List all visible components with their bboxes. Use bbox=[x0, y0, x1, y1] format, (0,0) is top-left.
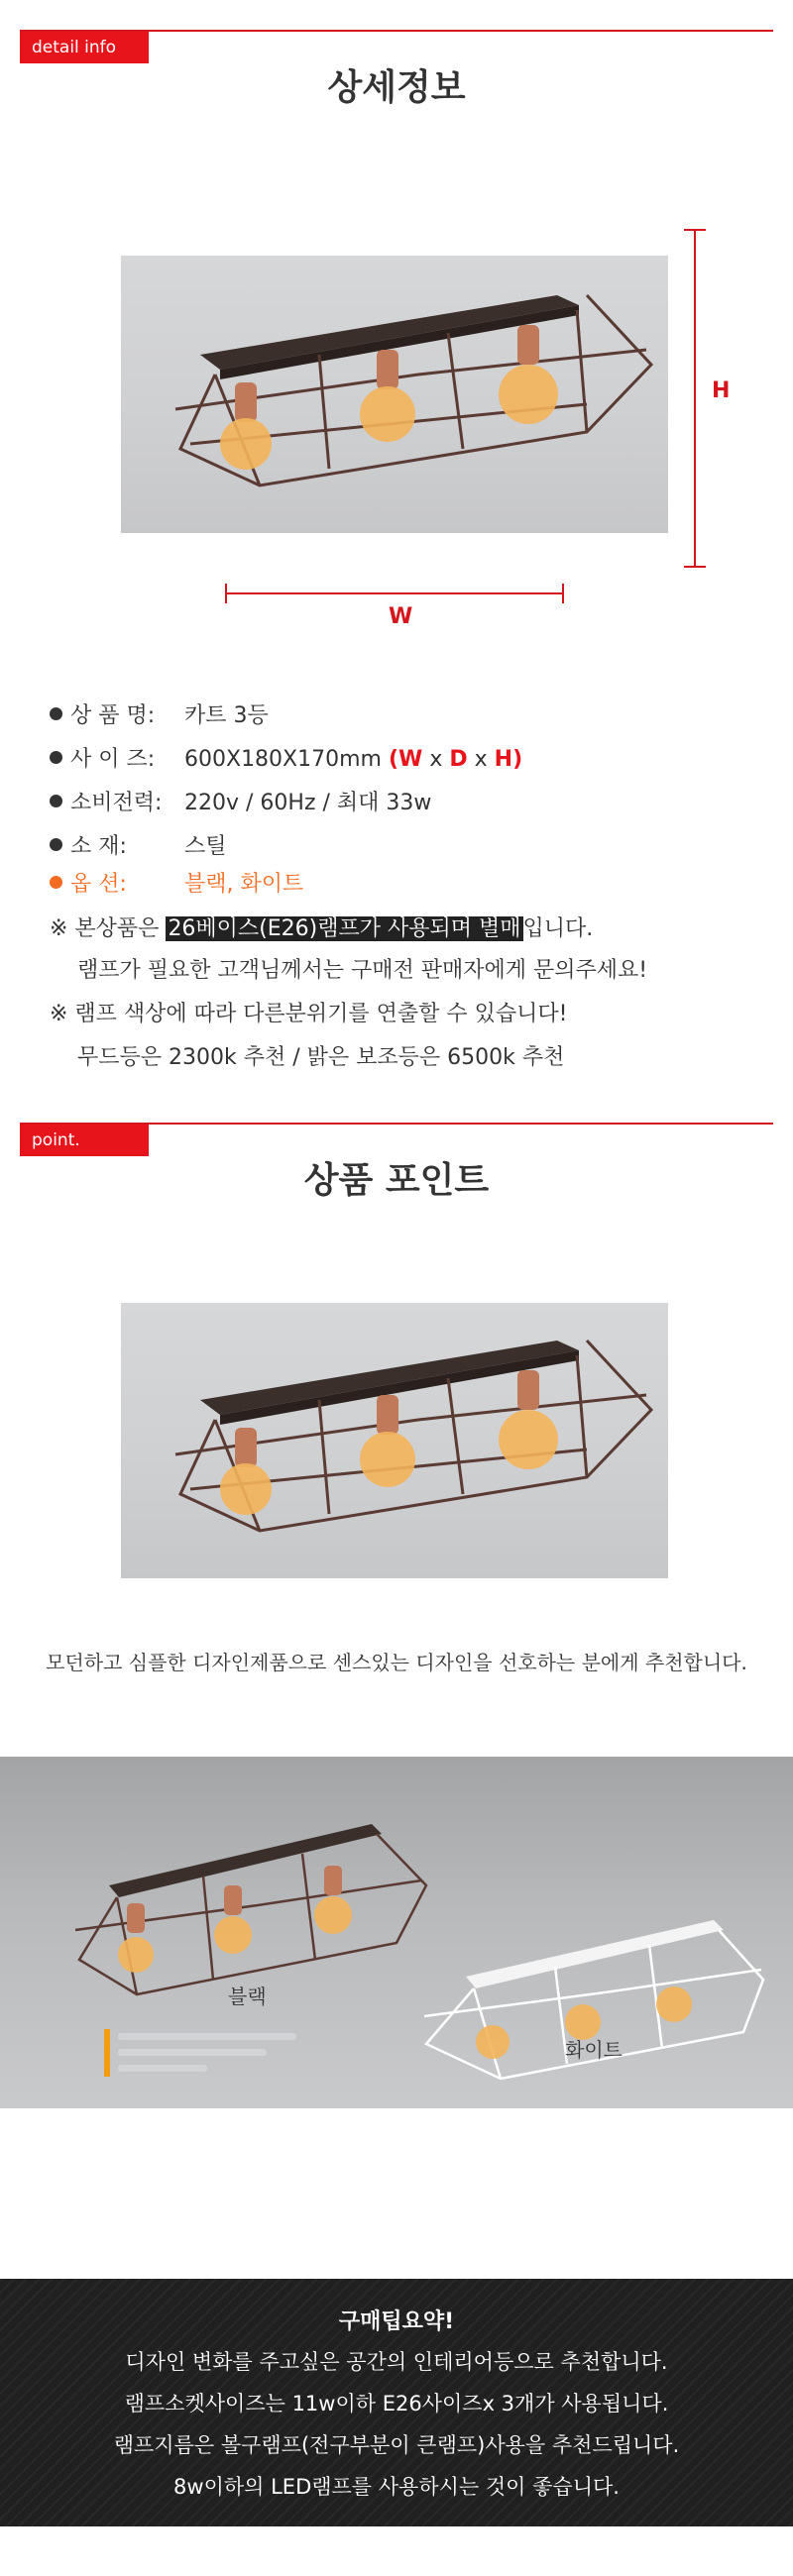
width-cap-left bbox=[225, 584, 227, 603]
spec-option: 옵 션: 블랙, 화이트 bbox=[50, 874, 303, 896]
tips-line: 8w이하의 LED램프를 사용하시는 것이 좋습니다. bbox=[173, 2475, 620, 2499]
bullet-icon bbox=[50, 795, 62, 807]
width-cap-right bbox=[562, 584, 564, 603]
white-option-label: 화이트 bbox=[565, 2038, 623, 2062]
point-title: 상품 포인트 bbox=[303, 1160, 490, 1201]
purchase-tips bbox=[0, 2279, 793, 2526]
bullet-icon bbox=[50, 707, 62, 720]
black-option-label: 블랙 bbox=[228, 1985, 267, 2008]
note-lamp-color: ※ 램프 색상에 따라 다른분위기를 연출할 수 있습니다! bbox=[50, 1002, 568, 1026]
note-lamp-sold-separately: ※ 본상품은 26베이스(E26)램프가 사용되며 별매입니다. bbox=[50, 916, 594, 941]
height-cap-bottom bbox=[684, 566, 706, 568]
product-photo-point bbox=[121, 1303, 668, 1578]
color-options-photo bbox=[0, 1757, 793, 2108]
point-tag: point. bbox=[20, 1125, 149, 1156]
height-cap-top bbox=[684, 229, 706, 231]
point-caption: 모던하고 심플한 디자인제품으로 센스있는 디자인을 선호하는 분에게 추천합니다. bbox=[46, 1651, 747, 1674]
lamp-illustration bbox=[121, 1303, 668, 1578]
product-photo-dimension bbox=[121, 256, 668, 533]
spec-product-name: 상 품 명: 카트 3등 bbox=[50, 705, 269, 727]
height-dimension-line bbox=[694, 230, 696, 567]
detail-info-tag: detail info bbox=[20, 32, 149, 63]
width-label: W bbox=[389, 604, 413, 629]
highlight-text: 26베이스(E26)램프가 사용되며 별매 bbox=[168, 916, 521, 941]
width-dimension-line bbox=[226, 592, 563, 594]
bullet-icon bbox=[50, 751, 62, 764]
tips-title: 구매팁요약! bbox=[338, 2309, 455, 2334]
tips-line: 램프지름은 볼구램프(전구부분이 큰램프)사용을 추천드립니다. bbox=[113, 2433, 680, 2457]
note-color-temperature: 무드등은 2300k 추천 / 밝은 보조등은 6500k 추천 bbox=[77, 1045, 565, 1070]
lamp-illustration bbox=[121, 256, 668, 533]
spec-size: 사 이 즈: 600X180X170mm (W x D x H) bbox=[50, 749, 522, 771]
spec-material: 소 재: 스틸 bbox=[50, 836, 227, 858]
note-contact-seller: 램프가 필요한 고객님께서는 구매전 판매자에게 문의주세요! bbox=[77, 958, 648, 983]
spec-power: 소비전력: 220v / 60Hz / 최대 33w bbox=[50, 793, 431, 814]
bullet-icon bbox=[50, 838, 62, 851]
height-label: H bbox=[712, 378, 731, 403]
blurred-info-card bbox=[104, 2029, 302, 2077]
tips-line: 램프소켓사이즈는 11w이하 E26사이즈x 3개가 사용됩니다. bbox=[124, 2392, 669, 2415]
detail-title: 상세정보 bbox=[327, 67, 466, 108]
tips-line: 디자인 변화를 주고싶은 공간의 인테리어등으로 추천합니다. bbox=[125, 2350, 668, 2374]
bullet-icon bbox=[50, 876, 62, 889]
